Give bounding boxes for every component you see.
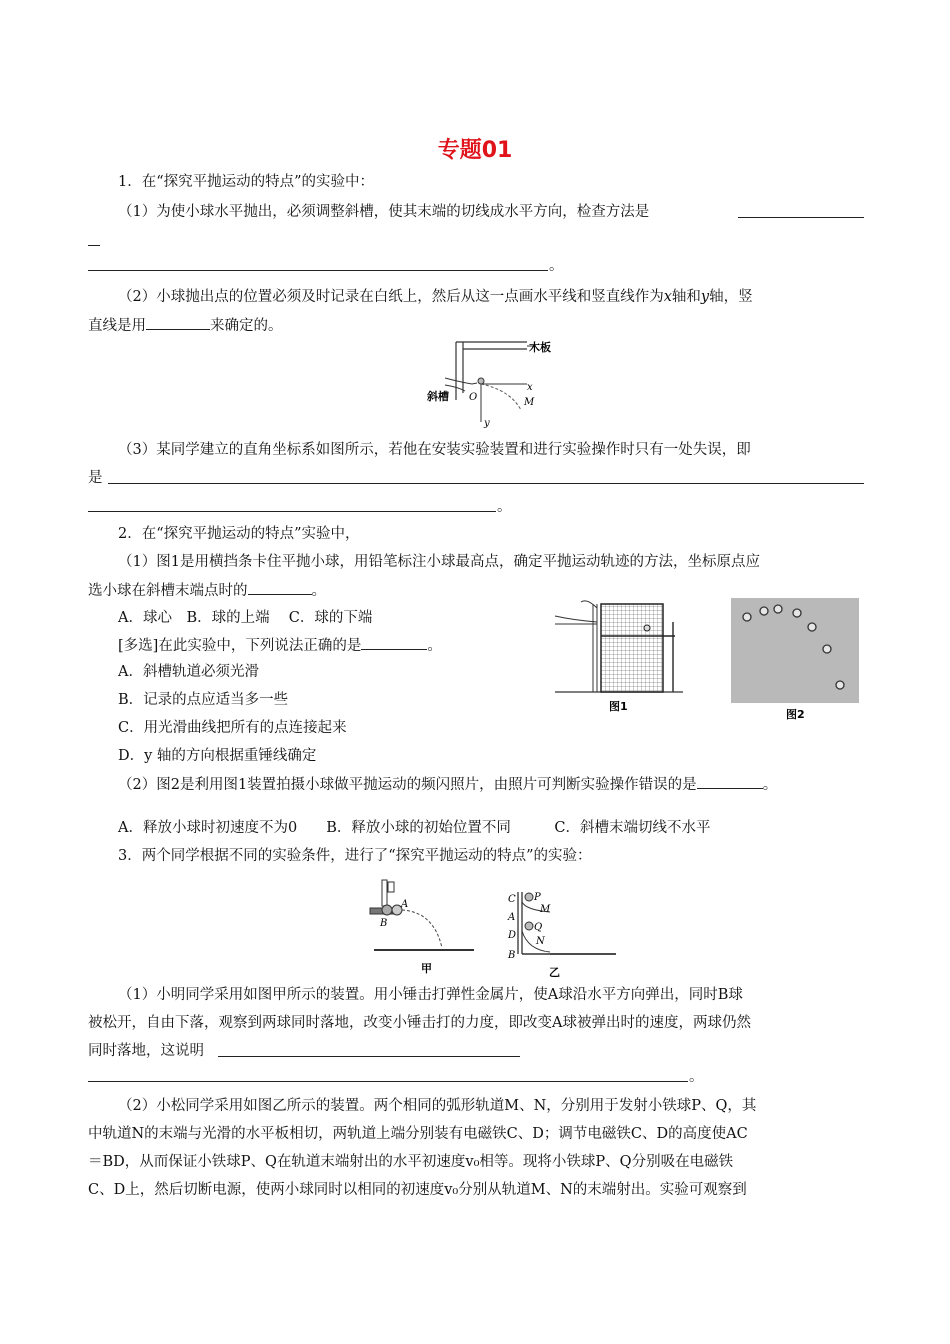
label-chute: 斜槽 — [427, 390, 449, 403]
q2-multi-select: [多选]在此实验中，下列说法正确的是 。 — [118, 635, 442, 656]
fig-yi-caption: 乙 — [549, 966, 560, 979]
label-Q: Q — [534, 922, 543, 933]
q3-figure-jia — [364, 874, 484, 978]
q3-part2-line1: （2）小松同学采用如图乙所示的装置。两个相同的弧形轨道M、N，分别用于发射小铁球P、Q，其 — [118, 1098, 757, 1114]
q3-part1-line1: （1）小明同学采用如图甲所示的装置。用小锤击打弹性金属片，使A球沿水平方向弹出，同时B球 — [118, 987, 743, 1003]
q1-part1: （1）为使小球水平抛出，必须调整斜槽，使其末端的切线成水平方向，检查方法是 — [118, 204, 650, 220]
label-x: x — [527, 382, 533, 393]
q3-part2-line3: ＝BD，从而保证小铁球P、Q在轨道末端射出的水平初速度v₀相等。现将小铁球P、Q分别吸在电磁铁 — [88, 1154, 734, 1170]
answer-blank[interactable] — [361, 635, 427, 650]
q2-options-1: A．球心 B．球的上端 C．球的下端 — [118, 610, 373, 626]
q2-options-2: A．释放小球时初速度不为0 B．释放小球的初始位置不同 C．斜槽末端切线不水平 — [118, 820, 711, 836]
answer-blank[interactable] — [738, 217, 864, 218]
label-B: B — [380, 918, 388, 929]
q2-figure-1 — [553, 598, 689, 718]
q2-part2: （2）图2是利用图1装置拍摄小球做平抛运动的频闪照片，由照片可判断实验操作错误的是 。 — [118, 774, 777, 795]
q3-part1-end: 。 — [689, 1069, 704, 1085]
q1-figure — [425, 338, 565, 430]
fig2-caption: 图2 — [786, 708, 805, 721]
q2-stem: 2．在“探究平抛运动的特点”实验中， — [118, 526, 360, 542]
q2-option-c: C．用光滑曲线把所有的点连接起来 — [118, 720, 347, 736]
label-N: N — [536, 936, 545, 947]
q2-part1-line1: （1）图1是用横挡条卡住平抛小球，用铅笔标注小球最高点，确定平抛运动轨迹的方法，坐标原点应 — [118, 554, 760, 570]
q1-part3-line2-prefix: 是 — [88, 470, 103, 486]
answer-blank[interactable] — [88, 270, 548, 271]
label-A: A — [401, 899, 409, 910]
q2-option-a: A．斜槽轨道必须光滑 — [118, 664, 259, 680]
q2-figure-2 — [731, 598, 861, 724]
label-C: C — [508, 894, 516, 905]
q2-option-b: B．记录的点应适当多一些 — [118, 692, 289, 708]
label-O: O — [469, 392, 478, 403]
answer-blank[interactable] — [88, 511, 496, 512]
answer-blank[interactable] — [146, 315, 210, 330]
label-P: P — [534, 892, 541, 903]
q3-part1-line3: 同时落地，这说明 — [88, 1043, 204, 1059]
label-B2: B — [508, 950, 516, 961]
label-D: D — [508, 930, 517, 941]
answer-blank[interactable] — [108, 483, 864, 484]
answer-blank[interactable] — [697, 774, 763, 789]
label-M2: M — [540, 904, 551, 915]
label-M: M — [524, 397, 535, 408]
q1-stem: 1．在“探究平抛运动的特点”的实验中： — [118, 174, 375, 190]
q1-part3-line1: （3）某同学建立的直角坐标系如图所示，若他在安装实验装置和进行实验操作时只有一处失误，即 — [118, 442, 751, 458]
fig1-caption: 图1 — [609, 700, 628, 713]
q2-part1-line2: 选小球在斜槽末端点时的 。 — [88, 580, 326, 601]
q2-option-d: D．y 轴的方向根据重锤线确定 — [118, 748, 317, 764]
answer-blank[interactable] — [218, 1056, 520, 1057]
answer-blank[interactable] — [88, 245, 100, 246]
q3-part2-line2: 中轨道N的末端与光滑的水平板相切，两轨道上端分别装有电磁铁C、D；调节电磁铁C、D的高度使AC — [88, 1126, 748, 1142]
q1-part2-line1: （2）小球抛出点的位置必须及时记录在白纸上，然后从这一点画水平线和竖直线作为x轴和y轴，竖 — [118, 289, 753, 305]
label-A2: A — [508, 912, 516, 923]
q1-part2-line2: 直线是用 来确定的。 — [88, 315, 283, 336]
q3-part2-line4: C、D上，然后切断电源，使两小球同时以相同的初速度v₀分别从轨道M、N的末端射出。实验可观察到 — [88, 1182, 747, 1198]
label-y: y — [484, 418, 490, 429]
q3-part1-line2: 被松开，自由下落，观察到两球同时落地，改变小锤击打的力度，即改变A球被弹出时的速度，两球仍然 — [88, 1015, 751, 1031]
q3-stem: 3．两个同学根据不同的实验条件，进行了“探究平抛运动的特点”的实验： — [118, 848, 592, 864]
label-board: 木板 — [529, 341, 551, 354]
answer-blank[interactable] — [248, 580, 312, 595]
page-title: 专题01 — [437, 138, 513, 163]
answer-blank[interactable] — [88, 1081, 688, 1082]
q1-part1-end: 。 — [549, 258, 564, 274]
q1-part3-end: 。 — [497, 499, 512, 515]
q3-figure-yi — [504, 888, 624, 980]
fig-jia-caption: 甲 — [421, 962, 432, 975]
